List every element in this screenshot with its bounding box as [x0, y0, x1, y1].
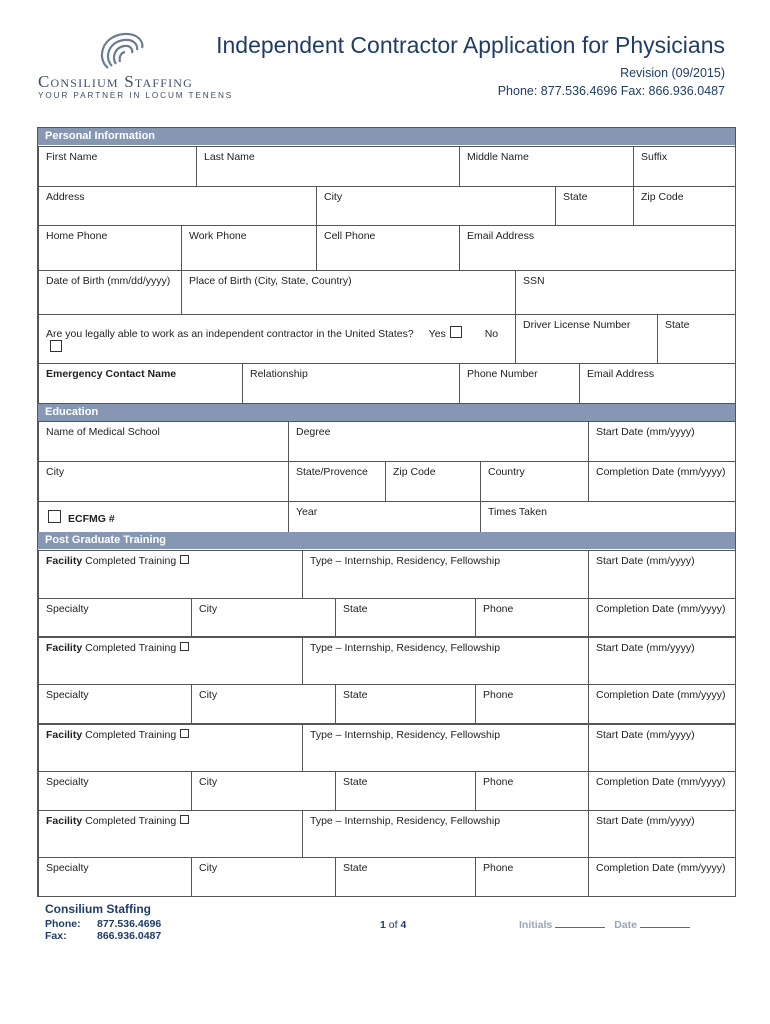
home-phone-field[interactable] — [38, 225, 182, 271]
emergency-email-label: Email Address — [587, 368, 655, 380]
training-type-2-field[interactable] — [302, 637, 589, 685]
training-type-3-field[interactable] — [302, 724, 589, 772]
legal-work-question — [38, 314, 516, 364]
cell-phone-label: Cell Phone — [324, 230, 376, 242]
footer-fax-label: Fax: — [45, 930, 67, 942]
ssn-field[interactable] — [515, 270, 736, 315]
state-label: State — [563, 191, 588, 203]
times-taken-label: Times Taken — [488, 506, 547, 518]
dob-label: Date of Birth (mm/dd/yyyy) — [46, 275, 171, 287]
pg-start-date-1-label: Start Date (mm/yyyy) — [596, 555, 695, 567]
specialty-4-label: Specialty — [46, 862, 89, 874]
emergency-phone-label: Phone Number — [467, 368, 538, 380]
pg-start-date-3-label: Start Date (mm/yyyy) — [596, 729, 695, 741]
training-type-1-field[interactable] — [302, 550, 589, 599]
training-type-4-field[interactable] — [302, 810, 589, 858]
pg-phone-2-field[interactable] — [475, 684, 589, 724]
edu-start-date-label: Start Date (mm/yyyy) — [596, 426, 695, 438]
pg-state-1-label: State — [343, 603, 368, 615]
initials-label: Initials — [519, 919, 553, 931]
pg-state-2-field[interactable] — [335, 684, 476, 724]
times-taken-field[interactable] — [480, 501, 736, 533]
pg-completion-date-2-field[interactable] — [588, 684, 736, 724]
pg-completion-date-1-field[interactable] — [588, 598, 736, 637]
pg-state-3-label: State — [343, 776, 368, 788]
yes-checkbox[interactable] — [450, 326, 462, 338]
completed-training-checkbox[interactable] — [180, 729, 189, 738]
degree-field[interactable] — [288, 421, 589, 462]
suffix-field[interactable] — [633, 146, 736, 187]
completed-training-label: Completed Training — [85, 815, 177, 827]
no-checkbox[interactable] — [50, 340, 62, 352]
pg-state-1-field[interactable] — [335, 598, 476, 637]
pg-state-2-label: State — [343, 689, 368, 701]
work-phone-field[interactable] — [181, 225, 317, 271]
edu-state-label: State/Provence — [296, 466, 368, 478]
specialty-2-field[interactable] — [38, 684, 192, 724]
footer-contact — [45, 902, 161, 942]
address-label: Address — [46, 191, 85, 203]
specialty-4-field[interactable] — [38, 857, 192, 897]
edu-zip-field[interactable] — [385, 461, 481, 502]
pg-state-4-label: State — [343, 862, 368, 874]
footer-fax: 866.936.0487 — [97, 930, 162, 942]
pg-phone-2-label: Phone — [483, 689, 514, 701]
edu-completion-date-field[interactable] — [588, 461, 736, 502]
facility-label: Facility — [46, 555, 83, 567]
facility-4-field[interactable] — [38, 810, 303, 858]
completed-training-label: Completed Training — [85, 555, 177, 567]
no-label: No — [484, 328, 499, 340]
page-number — [380, 919, 406, 931]
pg-phone-3-label: Phone — [483, 776, 514, 788]
zip-label: Zip Code — [641, 191, 684, 203]
emergency-email-field[interactable] — [579, 363, 736, 404]
yes-label: Yes — [428, 328, 446, 340]
training-type-1-label: Type – Internship, Residency, Fellowship — [310, 555, 501, 567]
relationship-field[interactable] — [242, 363, 460, 404]
pg-city-4-label: City — [199, 862, 218, 874]
dl-state-label: State — [665, 319, 690, 331]
last-name-label: Last Name — [204, 151, 255, 163]
facility-label: Facility — [46, 729, 83, 741]
edu-completion-date-label: Completion Date (mm/yyyy) — [596, 466, 726, 478]
zip-field[interactable] — [633, 186, 736, 226]
pg-start-date-3-field[interactable] — [588, 724, 736, 772]
email-label: Email Address — [467, 230, 535, 242]
facility-3-field[interactable] — [38, 724, 303, 772]
pg-start-date-2-label: Start Date (mm/yyyy) — [596, 642, 695, 654]
driver-license-field[interactable] — [515, 314, 658, 364]
completed-training-checkbox[interactable] — [180, 555, 189, 564]
middle-name-field[interactable] — [459, 146, 634, 187]
pg-start-date-2-field[interactable] — [588, 637, 736, 685]
completed-training-label: Completed Training — [85, 729, 177, 741]
home-phone-label: Home Phone — [46, 230, 108, 242]
pg-phone-1-field[interactable] — [475, 598, 589, 637]
footer-company: Consilium Staffing — [45, 902, 151, 916]
first-name-label: First Name — [46, 151, 98, 163]
pg-city-4-field[interactable] — [191, 857, 336, 897]
pg-phone-4-label: Phone — [483, 862, 514, 874]
date-label: Date — [614, 919, 637, 931]
pg-city-2-label: City — [199, 689, 218, 701]
pob-label: Place of Birth (City, State, Country) — [189, 275, 352, 287]
cell-phone-field[interactable] — [316, 225, 460, 271]
emergency-name-field[interactable] — [38, 363, 243, 404]
facility-1-field[interactable] — [38, 550, 303, 599]
revision-label: Revision (09/2015) — [620, 66, 725, 80]
emergency-name-label: Emergency Contact Name — [46, 368, 177, 380]
pg-state-3-field[interactable] — [335, 771, 476, 811]
edu-state-field[interactable] — [288, 461, 386, 502]
degree-label: Degree — [296, 426, 331, 438]
specialty-1-field[interactable] — [38, 598, 192, 637]
first-name-field[interactable] — [38, 146, 197, 187]
dob-field[interactable] — [38, 270, 182, 315]
pg-city-2-field[interactable] — [191, 684, 336, 724]
footer-phone: 877.536.4696 — [97, 918, 162, 930]
page-total: 4 — [400, 919, 407, 931]
pob-field[interactable] — [181, 270, 516, 315]
ecfmg-checkbox[interactable] — [48, 510, 61, 523]
facility-label: Facility — [46, 642, 83, 654]
section-header-education: Education — [38, 404, 735, 421]
specialty-1-label: Specialty — [46, 603, 89, 615]
pg-city-3-label: City — [199, 776, 218, 788]
section-header-postgrad: Post Graduate Training — [38, 532, 735, 549]
ecfmg-year-field[interactable] — [288, 501, 481, 533]
pg-completion-date-3-label: Completion Date (mm/yyyy) — [596, 776, 726, 788]
last-name-field[interactable] — [196, 146, 460, 187]
section-header-personal: Personal Information — [38, 128, 735, 145]
city-field[interactable] — [316, 186, 556, 226]
initials-date-line — [519, 919, 696, 931]
address-field[interactable] — [38, 186, 317, 226]
pg-city-1-label: City — [199, 603, 218, 615]
pg-state-4-field[interactable] — [335, 857, 476, 897]
facility-label: Facility — [46, 815, 83, 827]
training-type-4-label: Type – Internship, Residency, Fellowship — [310, 815, 501, 827]
document-title: Independent Contractor Application for Physicians — [216, 32, 725, 58]
initials-input[interactable] — [555, 927, 605, 928]
edu-start-date-field[interactable] — [588, 421, 736, 462]
pg-phone-3-field[interactable] — [475, 771, 589, 811]
footer-phone-label: Phone: — [45, 918, 81, 930]
pg-phone-4-field[interactable] — [475, 857, 589, 897]
driver-license-label: Driver License Number — [523, 319, 631, 331]
specialty-3-label: Specialty — [46, 776, 89, 788]
legal-question-label: Are you legally able to work as an independent contractor in the United States? — [46, 328, 414, 340]
page-of: of — [388, 919, 398, 931]
pg-start-date-1-field[interactable] — [588, 550, 736, 599]
logo-tagline: YOUR PARTNER IN LOCUM TENENS — [38, 91, 234, 100]
date-input[interactable] — [640, 927, 690, 928]
training-type-2-label: Type – Internship, Residency, Fellowship — [310, 642, 501, 654]
pg-phone-1-label: Phone — [483, 603, 514, 615]
email-field[interactable] — [459, 225, 736, 271]
facility-2-field[interactable] — [38, 637, 303, 685]
pg-completion-date-2-label: Completion Date (mm/yyyy) — [596, 689, 726, 701]
ssn-label: SSN — [523, 275, 545, 287]
work-phone-label: Work Phone — [189, 230, 247, 242]
medical-school-field[interactable] — [38, 421, 289, 462]
logo-name: Consilium Staffing — [38, 72, 194, 91]
middle-name-label: Middle Name — [467, 151, 529, 163]
state-field[interactable] — [555, 186, 634, 226]
relationship-label: Relationship — [250, 368, 308, 380]
completed-training-checkbox[interactable] — [180, 815, 189, 824]
ecfmg-field[interactable] — [38, 501, 289, 533]
specialty-3-field[interactable] — [38, 771, 192, 811]
edu-country-label: Country — [488, 466, 525, 478]
edu-city-field[interactable] — [38, 461, 289, 502]
edu-zip-label: Zip Code — [393, 466, 436, 478]
medical-school-label: Name of Medical School — [46, 426, 160, 438]
pg-start-date-4-label: Start Date (mm/yyyy) — [596, 815, 695, 827]
completed-training-label: Completed Training — [85, 642, 177, 654]
ecfmg-label: ECFMG # — [68, 513, 115, 525]
pg-completion-date-1-label: Completion Date (mm/yyyy) — [596, 603, 726, 615]
pg-completion-date-4-field[interactable] — [588, 857, 736, 897]
specialty-2-label: Specialty — [46, 689, 89, 701]
emergency-phone-field[interactable] — [459, 363, 580, 404]
contact-phone-fax: Phone: 877.536.4696 Fax: 866.936.0487 — [497, 84, 725, 98]
pg-completion-date-3-field[interactable] — [588, 771, 736, 811]
pg-start-date-4-field[interactable] — [588, 810, 736, 858]
pg-city-3-field[interactable] — [191, 771, 336, 811]
completed-training-checkbox[interactable] — [180, 642, 189, 651]
page-current: 1 — [380, 919, 386, 931]
pg-city-1-field[interactable] — [191, 598, 336, 637]
edu-country-field[interactable] — [480, 461, 589, 502]
consilium-logo-icon — [92, 28, 152, 76]
suffix-label: Suffix — [641, 151, 668, 163]
city-label: City — [324, 191, 343, 203]
dl-state-field[interactable] — [657, 314, 736, 364]
ecfmg-year-label: Year — [296, 506, 318, 518]
edu-city-label: City — [46, 466, 65, 478]
pg-completion-date-4-label: Completion Date (mm/yyyy) — [596, 862, 726, 874]
training-type-3-label: Type – Internship, Residency, Fellowship — [310, 729, 501, 741]
